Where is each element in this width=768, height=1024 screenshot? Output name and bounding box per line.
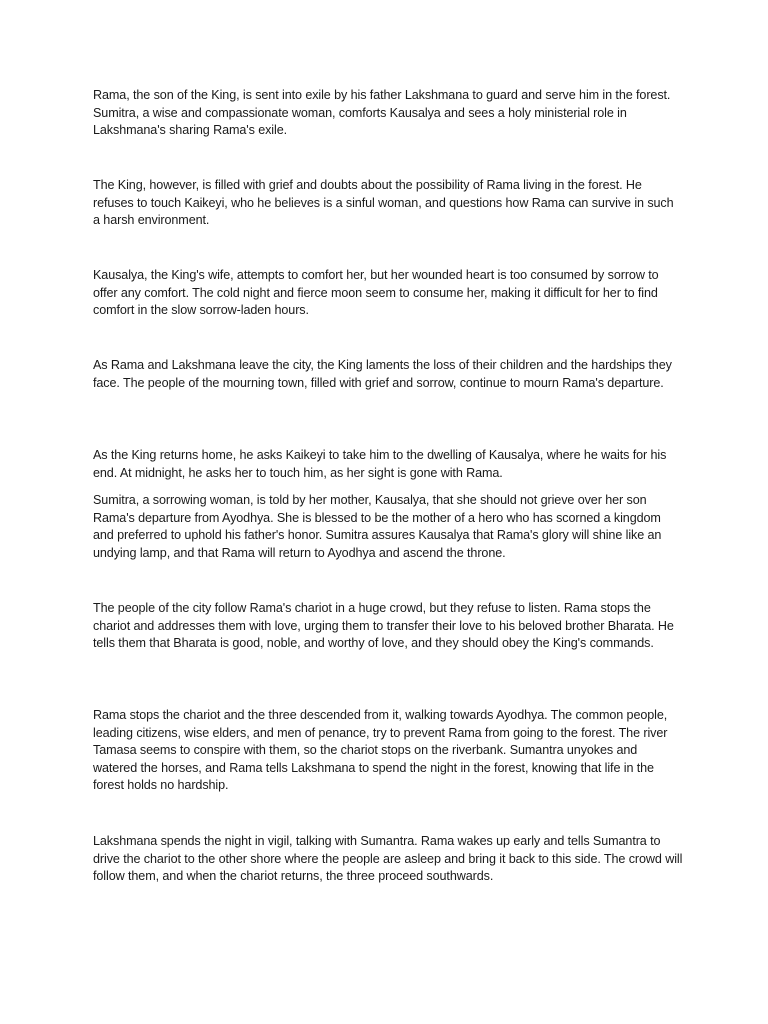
paragraph-2: The King, however, is filled with grief and doubts about the possibility of Rama living in the forest. He refuses to touch Kaikeyi, who he believes is a sinful woman, and questions how Rama can survive in such a harsh environment. [93, 178, 674, 228]
paragraph-7: The people of the city follow Rama's chariot in a huge crowd, but they refuse to listen. Rama stops the chariot and addresses them with love, urging them to transfer their love to his beloved brother Bharata. He tells them that Bharata is good, noble, and worthy of love, and they should obey the King's commands. [93, 601, 674, 651]
paragraph-8: Rama stops the chariot and the three descended from it, walking towards Ayodhya. The common people, leading citizens, wise elders, and men of penance, try to prevent Rama from going to the forest. The river Tamasa seems to conspire with them, so the chariot stops on the riverbank. Sumantra unyokes and watered the horses, and Rama tells Lakshmana to spend the night in the forest, knowing that life in the forest holds no hardship. [93, 708, 668, 793]
paragraph-6: Sumitra, a sorrowing woman, is told by her mother, Kausalya, that she should not grieve over her son Rama's departure from Ayodhya. She is blessed to be the mother of a hero who has scorned a kingdom and preferred to uphold his father's honor. Sumitra assures Kausalya that Rama's glory will shine like an undying lamp, and that Rama will return to Ayodhya and ascend the throne. [93, 493, 662, 560]
paragraph-9: Lakshmana spends the night in vigil, talking with Sumantra. Rama wakes up early and tells Sumantra to drive the chariot to the other shore where the people are asleep and bring it back to this side. The crowd will follow them, and when the chariot returns, the three proceed southwards. [93, 834, 683, 884]
paragraph-4: As Rama and Lakshmana leave the city, the King laments the loss of their children and the hardships they face. The people of the mourning town, filled with grief and sorrow, continue to mourn Rama's departure. [93, 358, 672, 390]
paragraph-5: As the King returns home, he asks Kaikeyi to take him to the dwelling of Kausalya, where he waits for his end. At midnight, he asks her to touch him, as her sight is gone with Rama. [93, 448, 667, 480]
paragraph-1: Rama, the son of the King, is sent into exile by his father Lakshmana to guard and serve him in the forest. Sumitra, a wise and compassionate woman, comforts Kausalya and sees a holy ministerial role in Lakshmana's sharing Rama's exile. [93, 88, 671, 138]
paragraph-3: Kausalya, the King's wife, attempts to comfort her, but her wounded heart is too consumed by sorrow to offer any comfort. The cold night and fierce moon seem to consume her, making it difficult for her to find comfort in the slow sorrow-laden hours. [93, 268, 659, 318]
